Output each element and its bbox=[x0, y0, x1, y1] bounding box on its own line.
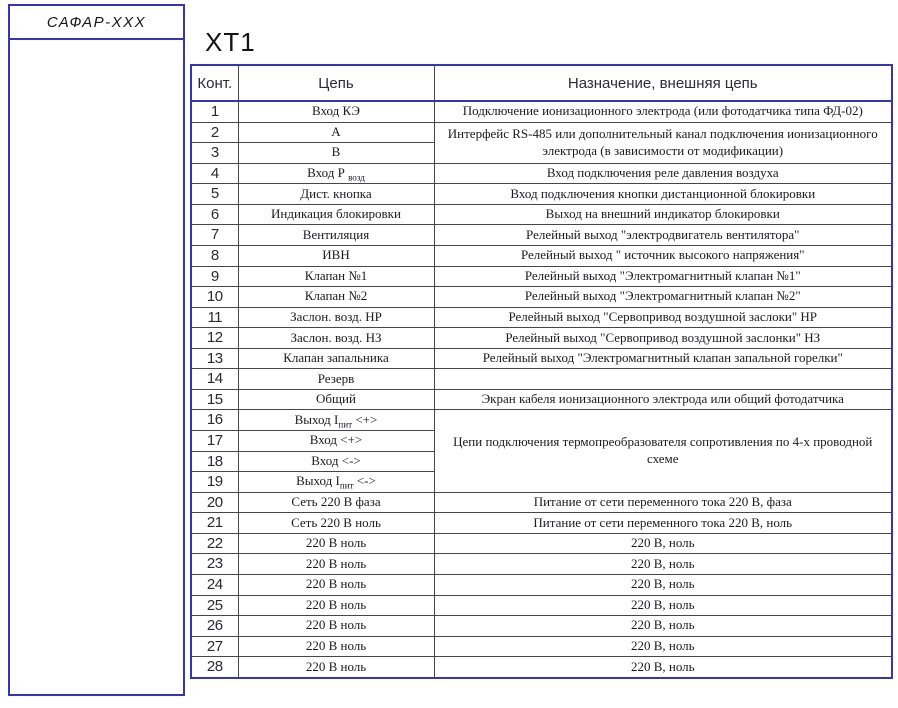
pin-cell: 13 bbox=[191, 348, 238, 369]
pin-cell: 16 bbox=[191, 410, 238, 431]
circuit-text: Заслон. возд. НЗ bbox=[290, 329, 382, 345]
purpose-cell: Питание от сети переменного тока 220 В, фаза bbox=[434, 492, 892, 513]
pin-cell: 24 bbox=[191, 574, 238, 595]
circuit-text: 220 В ноль bbox=[305, 637, 367, 653]
purpose-cell: Интерфейс RS-485 или дополнительный канал подключения ионизационного электрода (в зависимости от модификации) bbox=[434, 122, 892, 163]
pin-cell: 8 bbox=[191, 245, 238, 266]
connector-label: ХТ1 bbox=[205, 27, 256, 57]
circuit-text: В bbox=[331, 144, 341, 160]
table-row bbox=[191, 101, 892, 122]
circuit-subscript: возд bbox=[348, 172, 365, 183]
table-row bbox=[191, 574, 892, 595]
pin-cell: 15 bbox=[191, 389, 238, 410]
table-row bbox=[191, 225, 892, 246]
table-row bbox=[191, 163, 892, 184]
circuit-cell bbox=[238, 451, 434, 472]
circuit-text: <-> bbox=[353, 473, 376, 489]
circuit-cell bbox=[238, 369, 434, 390]
table-row bbox=[191, 184, 892, 205]
pin-cell: 20 bbox=[191, 492, 238, 513]
pin-cell: 9 bbox=[191, 266, 238, 287]
purpose-cell: 220 В, ноль bbox=[434, 554, 892, 575]
pin-cell: 21 bbox=[191, 513, 238, 534]
table-row bbox=[191, 595, 892, 616]
table-row bbox=[191, 369, 892, 390]
circuit-cell bbox=[238, 657, 434, 678]
purpose-cell: Экран кабеля ионизационного электрода или общий фотодатчика bbox=[434, 389, 892, 410]
circuit-text: Выход I bbox=[296, 473, 340, 489]
purpose-cell: Цепи подключения термопреобразователя сопротивления по 4-х проводной схеме bbox=[434, 410, 892, 492]
circuit-cell bbox=[238, 410, 434, 431]
table-row bbox=[191, 657, 892, 678]
circuit-text: 220 В ноль bbox=[305, 658, 367, 674]
circuit-cell bbox=[238, 513, 434, 534]
circuit-cell bbox=[238, 101, 434, 122]
table-row bbox=[191, 492, 892, 513]
pin-cell: 27 bbox=[191, 636, 238, 657]
purpose-cell: Подключение ионизационного электрода (или фотодатчика типа ФД-02) bbox=[434, 101, 892, 122]
circuit-text: Дист. кнопка bbox=[300, 185, 372, 201]
pin-cell: 23 bbox=[191, 554, 238, 575]
table-row bbox=[191, 554, 892, 575]
table-row bbox=[191, 328, 892, 349]
circuit-cell bbox=[238, 225, 434, 246]
purpose-cell: Релейный выход "Электромагнитный клапан №1" bbox=[434, 266, 892, 287]
circuit-text: Клапан запальника bbox=[283, 350, 389, 366]
circuit-text: Выход I bbox=[294, 411, 339, 427]
pin-cell: 26 bbox=[191, 616, 238, 637]
pin-cell: 6 bbox=[191, 204, 238, 225]
circuit-cell bbox=[238, 287, 434, 308]
circuit-text: <+> bbox=[352, 411, 378, 427]
circuit-text: Клапан №1 bbox=[304, 267, 368, 283]
circuit-cell bbox=[238, 389, 434, 410]
circuit-text: Общий bbox=[316, 391, 356, 407]
circuit-cell bbox=[238, 122, 434, 143]
purpose-cell: 220 В, ноль bbox=[434, 595, 892, 616]
table-row bbox=[191, 513, 892, 534]
circuit-text: Резерв bbox=[317, 370, 355, 386]
circuit-cell bbox=[238, 266, 434, 287]
circuit-text: Вход Р bbox=[307, 165, 349, 181]
purpose-cell: 220 В, ноль bbox=[434, 636, 892, 657]
pin-cell: 19 bbox=[191, 472, 238, 493]
purpose-cell: 220 В, ноль bbox=[434, 533, 892, 554]
circuit-cell bbox=[238, 472, 434, 493]
purpose-cell: Выход на внешний индикатор блокировки bbox=[434, 204, 892, 225]
circuit-text: Вход <+> bbox=[309, 432, 363, 448]
table-row bbox=[191, 636, 892, 657]
pin-cell: 18 bbox=[191, 451, 238, 472]
header-circuit: Цепь bbox=[238, 65, 434, 101]
table-row bbox=[191, 389, 892, 410]
circuit-subscript: пит bbox=[338, 419, 353, 430]
circuit-text: Сеть 220 В фаза bbox=[291, 494, 381, 510]
header-row bbox=[191, 65, 892, 101]
circuit-cell bbox=[238, 204, 434, 225]
purpose-cell: Релейный выход "электродвигатель вентилятора" bbox=[434, 225, 892, 246]
circuit-text: Клапан №2 bbox=[304, 288, 368, 304]
circuit-text: 220 В ноль bbox=[305, 596, 367, 612]
pin-cell: 11 bbox=[191, 307, 238, 328]
circuit-text: ИВН bbox=[322, 247, 350, 263]
circuit-cell bbox=[238, 348, 434, 369]
pin-cell: 3 bbox=[191, 143, 238, 164]
pin-cell: 14 bbox=[191, 369, 238, 390]
purpose-cell: Питание от сети переменного тока 220 В, ноль bbox=[434, 513, 892, 534]
header-pin: Конт. bbox=[191, 65, 238, 101]
purpose-cell: 220 В, ноль bbox=[434, 657, 892, 678]
circuit-cell bbox=[238, 636, 434, 657]
circuit-text: 220 В ноль bbox=[305, 617, 367, 633]
table-row bbox=[191, 266, 892, 287]
pin-cell: 28 bbox=[191, 657, 238, 678]
circuit-text: Индикация блокировки bbox=[271, 206, 401, 222]
circuit-cell bbox=[238, 574, 434, 595]
table-row bbox=[191, 616, 892, 637]
circuit-subscript: пит bbox=[339, 481, 354, 492]
circuit-text: 220 В ноль bbox=[305, 555, 367, 571]
pin-cell: 22 bbox=[191, 533, 238, 554]
purpose-cell: Вход подключения реле давления воздуха bbox=[434, 163, 892, 184]
table-row bbox=[191, 348, 892, 369]
pin-cell: 12 bbox=[191, 328, 238, 349]
purpose-cell: Релейный выход "Сервопривод воздушной заслонки" НЗ bbox=[434, 328, 892, 349]
circuit-text: 220 В ноль bbox=[305, 535, 367, 551]
table-row bbox=[191, 410, 892, 431]
table-row bbox=[191, 533, 892, 554]
table-row bbox=[191, 122, 892, 143]
purpose-cell: Релейный выход " источник высокого напряжения" bbox=[434, 245, 892, 266]
circuit-text: 220 В ноль bbox=[305, 576, 367, 592]
table-row bbox=[191, 287, 892, 308]
table-row bbox=[191, 245, 892, 266]
header-purpose: Назначение, внешняя цепь bbox=[434, 65, 892, 101]
device-body bbox=[10, 40, 183, 694]
circuit-cell bbox=[238, 184, 434, 205]
circuit-cell bbox=[238, 431, 434, 452]
device-label: САФАР-ХХХ bbox=[10, 6, 183, 40]
circuit-cell bbox=[238, 143, 434, 164]
circuit-cell bbox=[238, 328, 434, 349]
table-row bbox=[191, 204, 892, 225]
purpose-cell: 220 В, ноль bbox=[434, 574, 892, 595]
purpose-cell: Релейный выход "Электромагнитный клапан запальной горелки" bbox=[434, 348, 892, 369]
device-outline-box bbox=[8, 4, 185, 696]
pin-cell: 4 bbox=[191, 163, 238, 184]
circuit-cell bbox=[238, 616, 434, 637]
circuit-cell bbox=[238, 307, 434, 328]
circuit-cell bbox=[238, 533, 434, 554]
circuit-text: Сеть 220 В ноль bbox=[291, 514, 381, 530]
pin-cell: 17 bbox=[191, 431, 238, 452]
pin-cell: 1 bbox=[191, 101, 238, 122]
circuit-cell bbox=[238, 163, 434, 184]
pinout-table bbox=[190, 64, 893, 679]
pin-cell: 25 bbox=[191, 595, 238, 616]
purpose-cell: 220 В, ноль bbox=[434, 616, 892, 637]
circuit-cell bbox=[238, 595, 434, 616]
circuit-text: Вход КЭ bbox=[312, 103, 360, 119]
circuit-text: Вход <-> bbox=[311, 452, 361, 468]
purpose-cell: Вход подключения кнопки дистанционной блокировки bbox=[434, 184, 892, 205]
pin-cell: 5 bbox=[191, 184, 238, 205]
pin-cell: 2 bbox=[191, 122, 238, 143]
circuit-cell bbox=[238, 492, 434, 513]
table-row bbox=[191, 307, 892, 328]
purpose-cell: Релейный выход "Сервопривод воздушной заслоки" НР bbox=[434, 307, 892, 328]
pinout-table-body bbox=[191, 101, 892, 678]
pin-cell: 10 bbox=[191, 287, 238, 308]
purpose-cell: Релейный выход "Электромагнитный клапан №2" bbox=[434, 287, 892, 308]
circuit-text: Вентиляция bbox=[302, 226, 370, 242]
circuit-cell bbox=[238, 245, 434, 266]
pin-cell: 7 bbox=[191, 225, 238, 246]
purpose-cell bbox=[434, 369, 892, 390]
circuit-cell bbox=[238, 554, 434, 575]
circuit-text: А bbox=[331, 123, 341, 139]
circuit-text: Заслон. возд. НР bbox=[290, 308, 382, 324]
